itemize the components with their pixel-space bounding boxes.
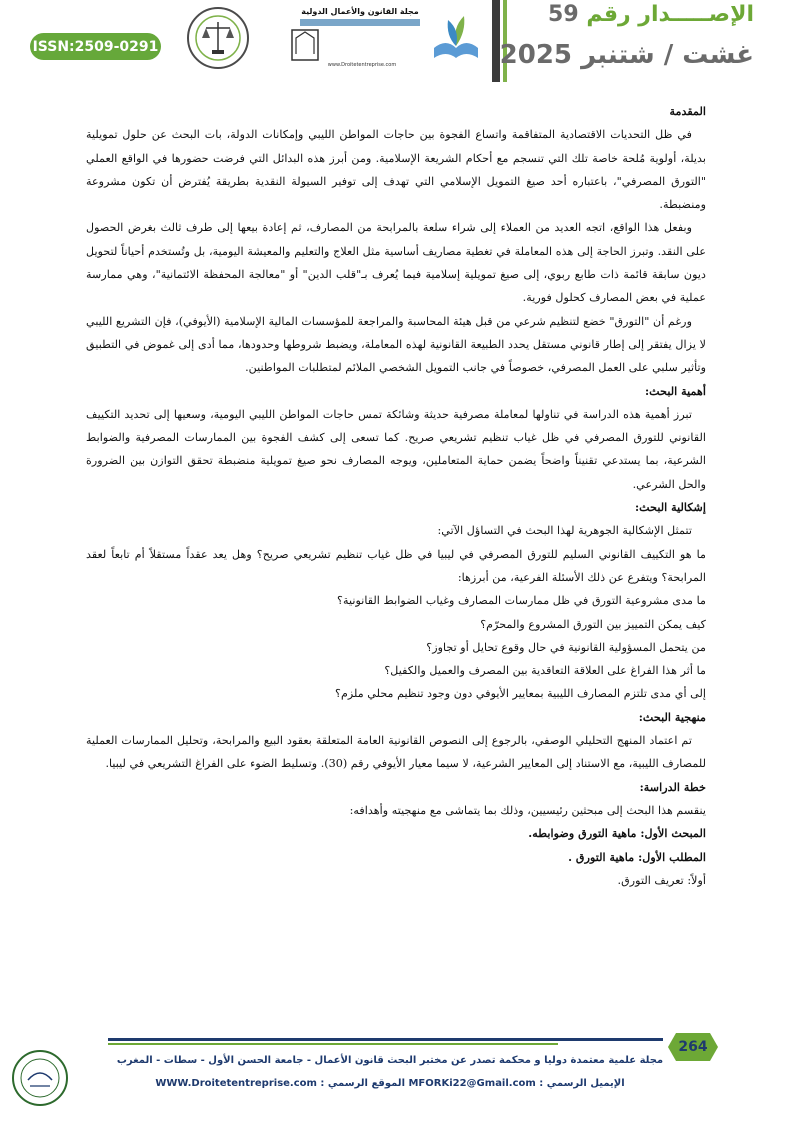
paragraph: تتمثل الإشكالية الجوهرية لهذا البحث في التساؤل الآتي: [437, 524, 692, 538]
text-line: ما هو التكييف القانوني السليم للتورق المصرفي في ليبيا في ظل غياب تنظيم تشريعي صريح؟ وهل يعد عقداً مستقلاً أم تابعاً لعقد المرابحة؟ ويتفرع عن ذلك الأسئلة الفرعية، من أبرزها: [86, 547, 706, 584]
lab-emblem-icon [176, 6, 260, 70]
footer-rule-accent [108, 1043, 558, 1045]
university-icon [290, 24, 385, 64]
section-heading: المبحث الأول: ماهية التورق وضوابطه. [528, 826, 706, 841]
text-line: ما مدى مشروعية التورق في ظل ممارسات المصارف وغياب الضوابط القانونية؟ [337, 594, 706, 608]
section-heading: خطة الدراسة: [639, 779, 706, 794]
article-body [86, 100, 706, 892]
section-heading: المطلب الأول: ماهية التورق . [568, 849, 706, 864]
header-website: www.Droitetentreprise.com [327, 62, 397, 68]
footer-journal-line: مجلة علمية معتمدة دوليا و محكمة تصدر عن مختبر البحث قانون الأعمال - جامعة الحسن الأول - سطات - المغرب [116, 1055, 664, 1066]
section-heading: المقدمة [669, 104, 706, 118]
page-number: 264 [678, 1039, 708, 1055]
text-line: كيف يمكن التمييز بين التورق المشروع والمحرّم؟ [480, 617, 706, 631]
section-heading: أهمية البحث: [645, 383, 706, 398]
paragraph: تبرز أهمية هذه الدراسة في تناولها لمعاملة مصرفية حديثة وشائكة تمس حاجات المواطن الليبي اليومية، وسعيها إلى تحديد التكييف القانوني للتورق المصرفي في ظل غياب تنظيم تشريعي صريح. كما تسعى إلى كشف الفجوة بين الممارسات المصرفية والضوابط الشرعية، بما يستدعي تقنيناً واضحاً يضمن حماية المتعاملين، ويوجه المصارف نحو صيغ تمويلية منضبطة تحقق التوازن بين الضرورة والحل الشرعي. [86, 407, 706, 491]
issue-number: 59 [548, 2, 579, 27]
journal-book-logo-icon [430, 8, 482, 62]
text-line: أولاً: تعريف التورق. [617, 873, 706, 887]
footer-rule [108, 1038, 663, 1041]
text-line: إلى أي مدى تلتزم المصارف الليبية بمعايير الأيوفي دون وجود تنظيم محلي ملزم؟ [335, 687, 706, 701]
issn-badge: ISSN:2509-0291 [30, 33, 161, 60]
paragraph: ورغم أن "التورق" خضع لتنظيم شرعي من قبل هيئة المحاسبة والمراجعة للمؤسسات المالية الإسلامية (الأيوفي)، فإن التشريع الليبي لا يزال يفتقر إلى إطار قانوني مستقل يحدد الطبيعة القانونية لهذه المعاملة، ويضبط شروطها وحدودها، مما أدى إلى غموض في التطبيق وتأثير سلبي على العمل المصرفي، خصوصاً في جانب التمويل الشخصي الملائم لمتطلبات المواطنين. [86, 314, 706, 375]
paragraph: تم اعتماد المنهج التحليلي الوصفي، بالرجوع إلى النصوص القانونية العامة المتعلقة بعقود البيع والمرابحة، وتحليل الممارسات العملية للمصارف الليبية، مع الاستناد إلى المعايير الشرعية، لا سيما معيار الأيوفي رقم (30). وتسليط الضوء على الفراغ التشريعي في ليبيا. [86, 734, 706, 771]
text-line: ينقسم هذا البحث إلى مبحثين رئيسيين، وذلك بما يتماشى مع منهجيته وأهدافه: [349, 803, 706, 817]
issue-label [548, 2, 754, 27]
university-emblem [290, 24, 385, 64]
paragraph: وبفعل هذا الواقع، اتجه العديد من العملاء إلى شراء سلعة بالمرابحة من المصارف، ثم إعادة بيعها إلى طرف ثالث بغرض الحصول على النقد. وتبرز الحاجة إلى هذه المعاملة في تغطية مصاريف أساسية مثل العلاج والتعليم والمعيشة اليومية، بل وتُستخدم أحياناً لتحويل ديون سابقة قائمة ذات طابع ربوي، إلى صيغ تمويلية إسلامية فيما يُعرف بـ"قلب الدين" أو "معالجة المحفظة الائتمانية"، وهي ممارسة عملية في بعض المصارف كحلول فورية. [86, 221, 706, 305]
section-heading: إشكالية البحث: [635, 500, 706, 515]
issue-text: الإصـــــدار رقم [586, 2, 754, 27]
text-line: من يتحمل المسؤولية القانونية في حال وقوع تحايل أو تجاوز؟ [426, 640, 706, 654]
signature-seal-icon [10, 1046, 70, 1110]
paragraph: في ظل التحديات الاقتصادية المتفاقمة واتساع الفجوة بين حاجات المواطن الليبي وإمكانات الدولة، بات البحث عن حلول تمويلية بديلة، أولوية مُلحة خاصة تلك التي تنسجم مع أحكام الشريعة الإسلامية. ومن أبرز هذه البدائل التي فرضت حضورها في الواقع العملي "التورق المصرفي"، باعتباره أحد صيغ التمويل الإسلامي التي تهدف إلى توفير السيولة النقدية بطريقة يُفترض أن تكون مشروعة ومنضبطة. [86, 128, 706, 212]
section-heading: منهجية البحث: [638, 709, 706, 724]
issue-date: غشت / شتنبر 2025 [499, 40, 754, 70]
text-line: ما أثر هذا الفراغ على العلاقة التعاقدية بين المصرف والعميل والكفيل؟ [384, 664, 706, 678]
journal-title: مجلة القانون والأعمال الدولية [301, 7, 419, 16]
footer-contact-line: الإيميل الرسمي : MFORKi22@Gmail.com الموقع الرسمي : WWW.Droitetentreprise.com [155, 1078, 625, 1089]
